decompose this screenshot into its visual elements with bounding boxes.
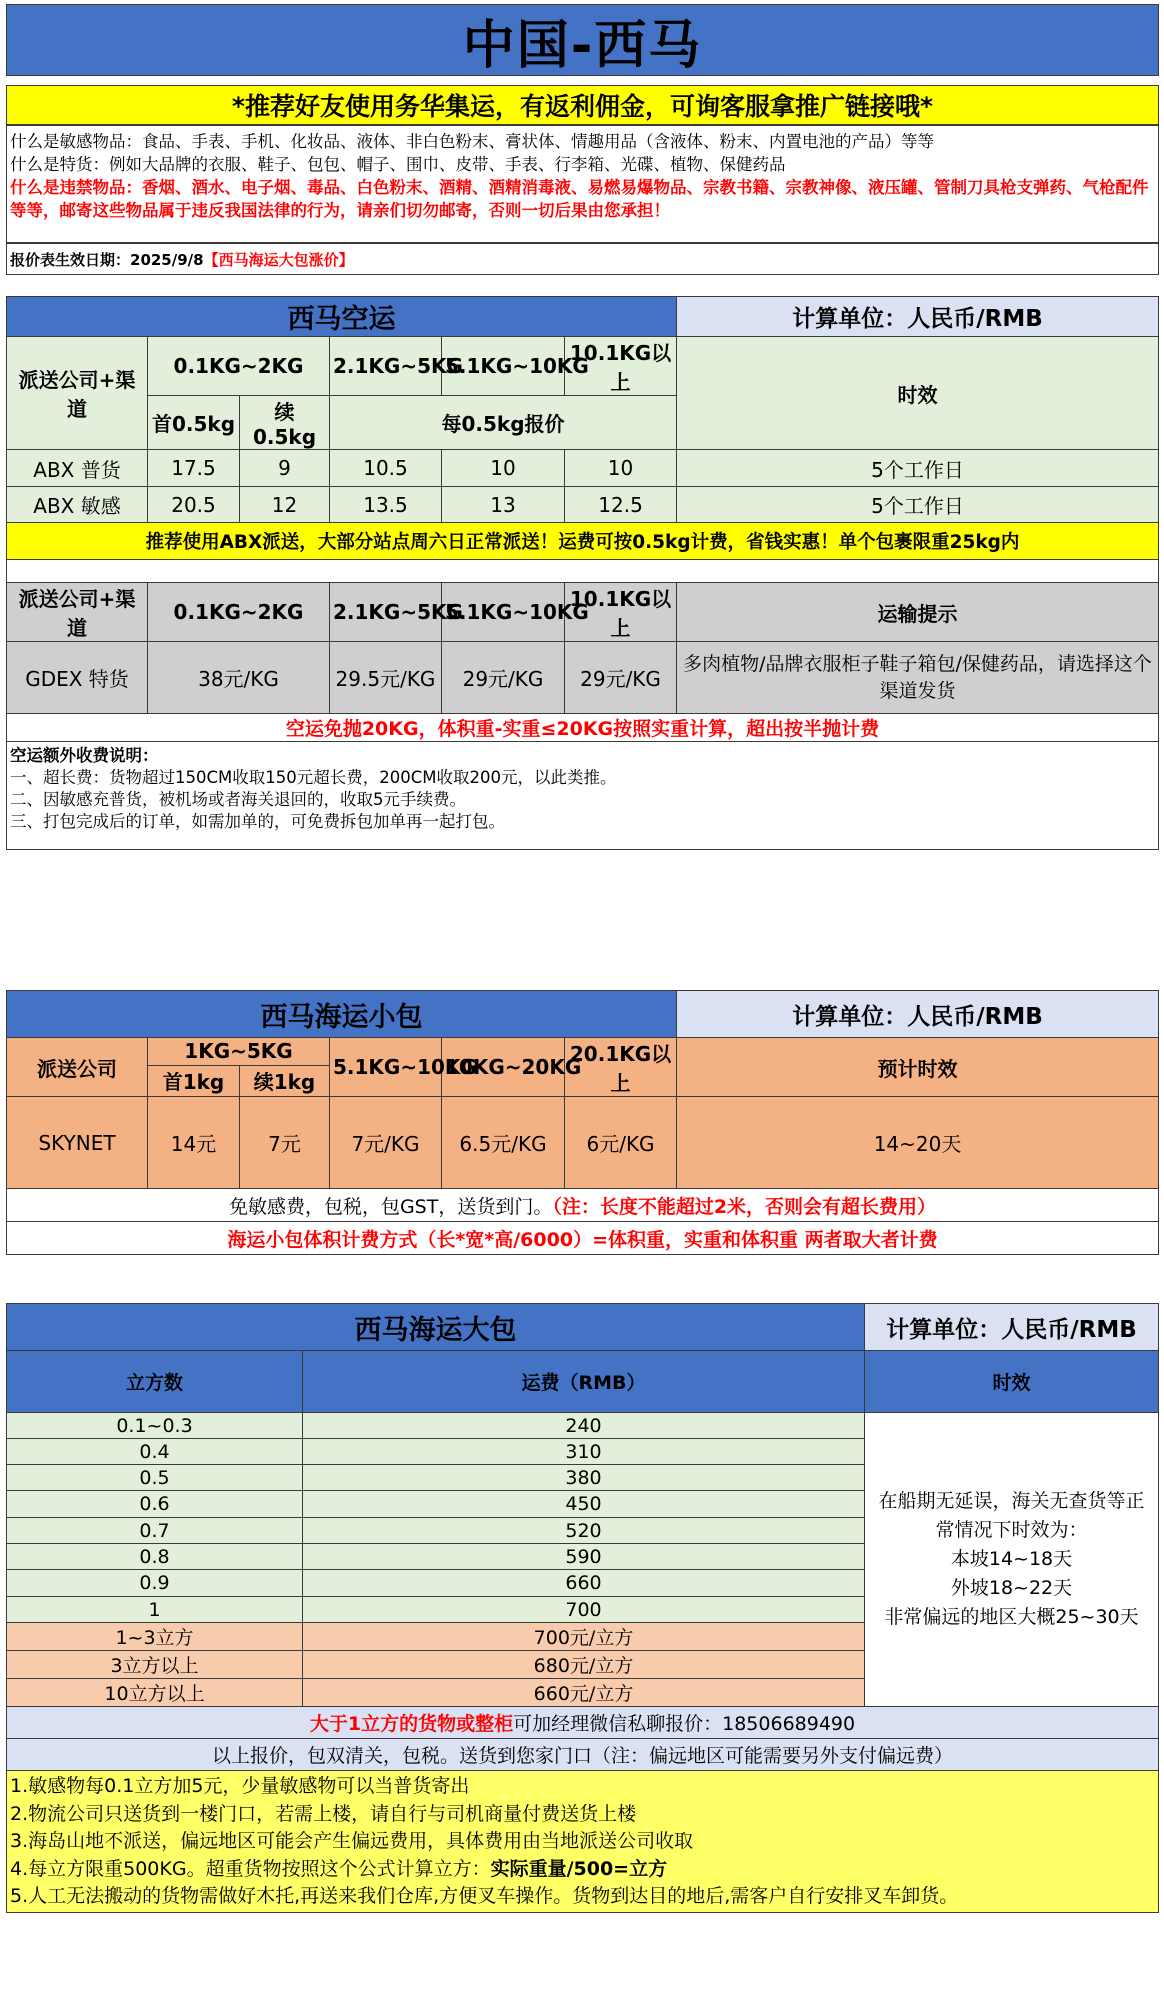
volume-cell: 0.6 (7, 1491, 303, 1518)
price-cell: 7元/KG (330, 1097, 442, 1189)
price-cell: 20.5 (148, 487, 240, 523)
sea-small-note-1-text: 免敏感费，包税，包GST，送货到门。 (228, 1195, 553, 1218)
sea-large-table (6, 1303, 1159, 1771)
special-definition: 什么是特货：例如大品牌的衣服、鞋子、包包、帽子、围巾、皮带、手表、行李箱、光碟、植物、保健药品 (10, 155, 786, 174)
fee-cell: 700 (303, 1597, 865, 1623)
table-row (7, 450, 1159, 487)
sea-large-note: 1.敏感物每0.1立方加5元，少量敏感物可以当普货寄出 (10, 1775, 470, 1797)
air-col-per: 每0.5kg报价 (330, 396, 677, 450)
gdex-tip: 多肉植物/品牌衣服柜子鞋子箱包/保健药品，请选择这个渠道发货 (677, 642, 1159, 714)
table-row (7, 487, 1159, 523)
volume-cell: 0.7 (7, 1518, 303, 1544)
air-free-volume-note: 空运免抛20KG，体积重-实重≤20KG按照实重计算，超出按半抛计费 (7, 714, 1159, 742)
sea-large-contact-highlight: 大于1立方的货物或整柜 (309, 1713, 514, 1735)
sea-small-unit: 计算单位：人民币/RMB (677, 991, 1159, 1038)
air-col-company: 派送公司+渠道 (7, 337, 148, 450)
sensitive-definition: 什么是敏感物品：食品、手表、手机、化妆品、液体、非白色粉末、膏状体、情趣用品（含液体、粉末、内置电池的产品）等等 (10, 132, 934, 151)
sea-small-col-r1: 1KG~5KG (148, 1038, 330, 1066)
table-row (7, 1097, 1159, 1189)
sea-large-title: 西马海运大包 (7, 1304, 865, 1351)
sea-small-col-company: 派送公司 (7, 1038, 148, 1097)
air-col-time: 时效 (677, 337, 1159, 450)
volume-cell: 0.4 (7, 1439, 303, 1465)
sea-small-title: 西马海运小包 (7, 991, 677, 1038)
air-extra-item: 一、超长费：货物超过150CM收取150元超长费，200CM收取200元，以此类推。 (10, 768, 617, 787)
sea-small-col-r2: 5.1KG~10KG (330, 1038, 442, 1097)
delivery-time: 5个工作日 (677, 487, 1159, 523)
sea-large-contact (7, 1707, 1159, 1739)
price-cell: 13 (442, 487, 565, 523)
air-freight-section (6, 296, 1159, 850)
sea-small-channel-name: SKYNET (7, 1097, 148, 1189)
sea-large-note: 3.海岛山地不派送，偏远地区可能会产生偏远费用，具体费用由当地派送公司收取 (10, 1830, 694, 1852)
sea-large-note-4-text: 4.每立方限重500KG。超重货物按照这个公式计算立方： (10, 1857, 491, 1880)
volume-cell: 0.1~0.3 (7, 1413, 303, 1439)
air-col-r4: 10.1KG以上 (565, 337, 677, 396)
volume-cell: 1~3立方 (7, 1623, 303, 1651)
air-unit: 计算单位：人民币/RMB (677, 297, 1159, 337)
fee-cell: 590 (303, 1544, 865, 1570)
price-cell: 12 (240, 487, 330, 523)
sea-large-note-4-formula: 实际重量/500=立方 (490, 1857, 668, 1880)
fee-cell: 310 (303, 1439, 865, 1465)
delivery-time: 14~20天 (677, 1097, 1159, 1189)
gdex-col-r4: 10.1KG以上 (565, 583, 677, 642)
sea-large-time-text: 在船期无延误，海关无查货等正常情况下时效为： 本坡14~18天 外坡18~22天 非常偏远的地区大概25~30天 (865, 1413, 1159, 1707)
effective-date-row (6, 243, 1159, 275)
abx-recommend-note: 推荐使用ABX派送，大部分站点周六日正常派送！运费可按0.5kg计费，省钱实惠！单个包裹限重25kg内 (7, 523, 1159, 560)
gdex-col-company: 派送公司+渠道 (7, 583, 148, 642)
prohibited-definition: 什么是违禁物品：香烟、酒水、电子烟、毒品、白色粉末、酒精、酒精消毒液、易燃易爆物品、宗教书籍、宗教神像、液压罐、管制刀具枪支弹药、气枪配件等等，邮寄这些物品属于违反我国法律的行为，请亲们切勿邮寄，否则一切后果由您承担！ (10, 178, 1149, 220)
sea-large-summary: 以上报价，包双清关，包税。送货到您家门口（注：偏远地区可能需要另外支付偏远费） (7, 1739, 1159, 1771)
sea-large-col-volume: 立方数 (7, 1351, 303, 1413)
air-extra-fees (6, 742, 1159, 850)
fee-cell: 240 (303, 1413, 865, 1439)
volume-cell: 1 (7, 1597, 303, 1623)
price-cell: 14元 (148, 1097, 240, 1189)
volume-cell: 3立方以上 (7, 1651, 303, 1679)
sea-large-note-4 (10, 1856, 1155, 1884)
price-cell: 9 (240, 450, 330, 487)
air-extra-item: 三、打包完成后的订单，如需加单的，可免费拆包加单再一起打包。 (10, 812, 505, 831)
referral-banner (6, 85, 1159, 125)
gdex-col-r2: 2.1KG~5KG (330, 583, 442, 642)
sea-small-note-2: 海运小包体积计费方式（长*宽*高/6000）=体积重，实重和体积重 两者取大者计费 (7, 1222, 1159, 1255)
goods-definitions (6, 125, 1159, 243)
air-price-table (6, 296, 1159, 742)
gdex-channel-name: GDEX 特货 (7, 642, 148, 714)
sea-small-col-r3: 10KG~20KG (442, 1038, 565, 1097)
price-cell: 6元/KG (565, 1097, 677, 1189)
sea-large-notes (6, 1771, 1159, 1913)
air-title: 西马空运 (7, 297, 677, 337)
fee-cell: 380 (303, 1465, 865, 1491)
price-cell: 13.5 (330, 487, 442, 523)
sea-large-section (6, 1303, 1159, 1913)
sea-small-section (6, 990, 1159, 1255)
air-col-r3: 5.1KG~10KG (442, 337, 565, 396)
sea-large-contact-text: 可加经理微信私聊报价：18506689490 (513, 1713, 856, 1735)
effective-date: 报价表生效日期：2025/9/8 (10, 250, 204, 269)
fee-cell: 450 (303, 1491, 865, 1518)
sea-small-col-r4: 20.1KG以上 (565, 1038, 677, 1097)
sea-large-col-time: 时效 (865, 1351, 1159, 1413)
fee-cell: 660元/立方 (303, 1679, 865, 1707)
sea-large-note: 5.人工无法搬动的货物需做好木托,再送来我们仓库,方便叉车操作。货物到达目的地后,需客户自行安排叉车卸货。 (10, 1885, 959, 1907)
volume-cell: 0.9 (7, 1570, 303, 1597)
delivery-time: 5个工作日 (677, 450, 1159, 487)
fee-cell: 520 (303, 1518, 865, 1544)
sea-large-col-fee: 运费（RMB） (303, 1351, 865, 1413)
sea-small-col-time: 预计时效 (677, 1038, 1159, 1097)
referral-banner-text: *推荐好友使用务华集运，有返利佣金，可询客服拿推广链接哦* (231, 92, 934, 121)
volume-cell: 0.5 (7, 1465, 303, 1491)
air-col-first: 首0.5kg (148, 396, 240, 450)
volume-cell: 0.8 (7, 1544, 303, 1570)
price-cell: 29元/KG (565, 642, 677, 714)
sea-small-note-1 (7, 1189, 1159, 1222)
effective-note: 【西马海运大包涨价】 (203, 250, 354, 269)
volume-cell: 10立方以上 (7, 1679, 303, 1707)
gdex-col-tip: 运输提示 (677, 583, 1159, 642)
gdex-col-r1: 0.1KG~2KG (148, 583, 330, 642)
sea-small-col-first: 首1kg (148, 1065, 240, 1096)
fee-cell: 660 (303, 1570, 865, 1597)
table-row (7, 1413, 1159, 1439)
sea-large-unit: 计算单位：人民币/RMB (865, 1304, 1159, 1351)
fee-cell: 700元/立方 (303, 1623, 865, 1651)
gdex-col-r3: 5.1KG~10KG (442, 583, 565, 642)
price-cell: 10 (565, 450, 677, 487)
price-cell: 12.5 (565, 487, 677, 523)
price-cell: 10 (442, 450, 565, 487)
air-extra-item: 二、因敏感充普货，被机场或者海关退回的，收取5元手续费。 (10, 790, 466, 809)
price-cell: 29.5元/KG (330, 642, 442, 714)
sea-large-note: 2.物流公司只送货到一楼门口，若需上楼，请自行与司机商量付费送货上楼 (10, 1802, 637, 1825)
page-title: 中国-西马 (462, 15, 703, 76)
sea-small-note-1-warning: （注：长度不能超过2米，否则会有超长费用） (552, 1195, 937, 1218)
price-cell: 6.5元/KG (442, 1097, 565, 1189)
table-row (7, 642, 1159, 714)
air-col-r2: 2.1KG~5KG (330, 337, 442, 396)
price-cell: 38元/KG (148, 642, 330, 714)
sea-small-col-cont: 续1kg (240, 1065, 330, 1096)
air-channel-name: ABX 普货 (7, 450, 148, 487)
air-extra-title: 空运额外收费说明： (10, 746, 159, 765)
sea-small-table (6, 990, 1159, 1255)
air-channel-name: ABX 敏感 (7, 487, 148, 523)
spacer-row (7, 560, 1159, 583)
fee-cell: 680元/立方 (303, 1651, 865, 1679)
page-title-bar (6, 4, 1159, 76)
price-cell: 10.5 (330, 450, 442, 487)
price-cell: 7元 (240, 1097, 330, 1189)
price-cell: 17.5 (148, 450, 240, 487)
price-cell: 29元/KG (442, 642, 565, 714)
air-col-r1: 0.1KG~2KG (148, 337, 330, 396)
air-col-cont: 续0.5kg (240, 396, 330, 450)
